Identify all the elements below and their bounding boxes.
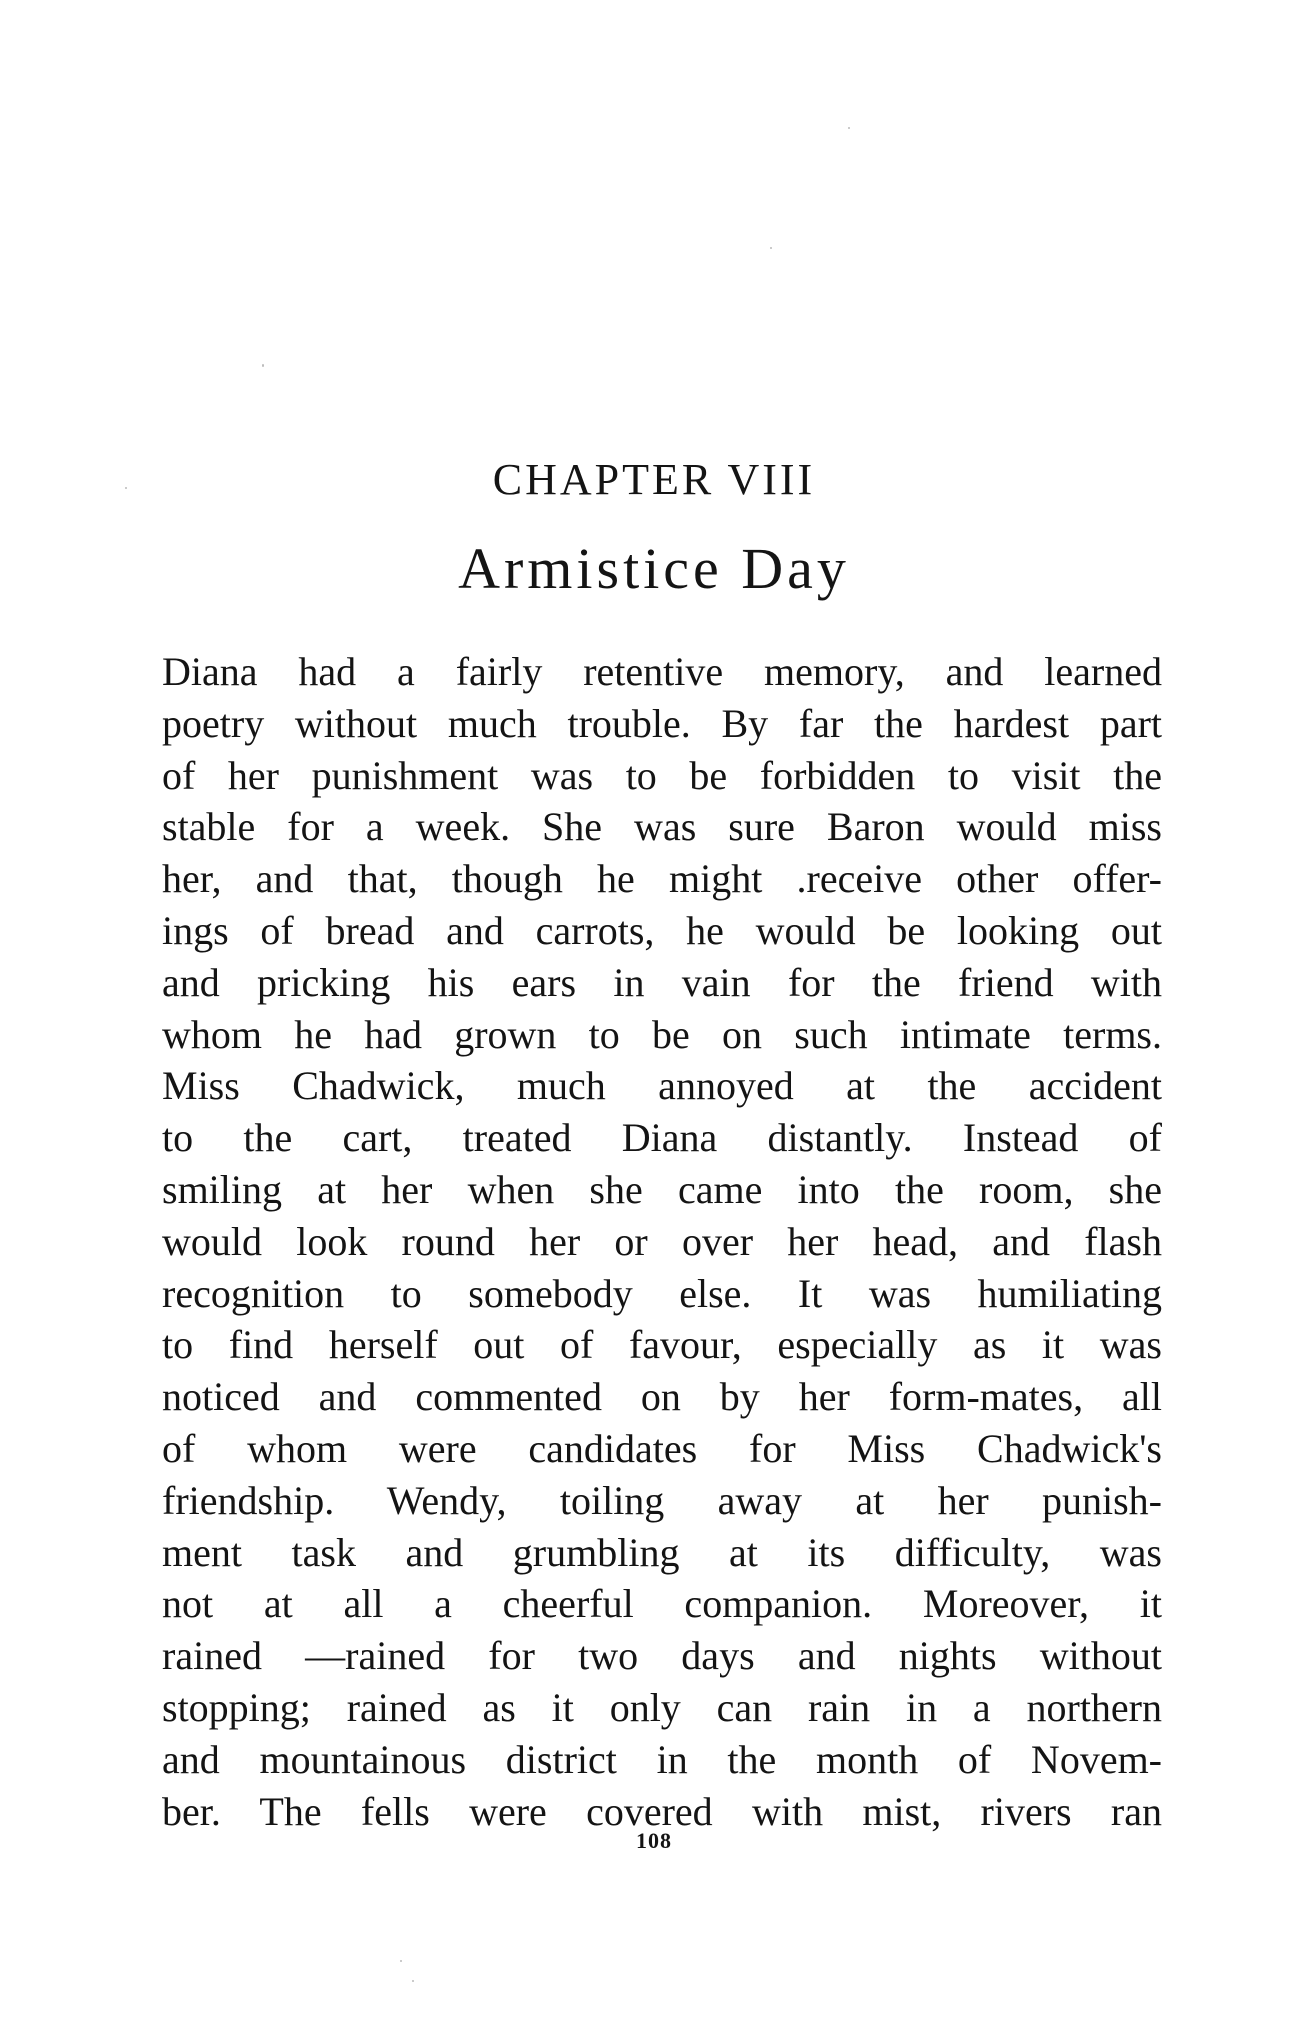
text-line: whom he had grown to be on such intimate terms. [162,1011,1162,1057]
text-line: of her punishment was to be forbidden to visit the [162,752,1162,798]
scan-speck [412,1980,414,1982]
page-number: 108 [636,1828,672,1853]
text-line: poetry without much trouble. By far the hardest part [162,700,1162,746]
text-line: to find herself out of favour, especially as it was [162,1322,1162,1368]
text-line: would look round her or over her head, and flash [162,1218,1162,1264]
scan-speck [770,247,772,249]
text-line: ber. The fells were covered with mist, rivers ran [162,1788,1162,1834]
text-line: stable for a week. She was sure Baron would miss [162,804,1162,850]
scan-speck [848,127,850,129]
scan-speck [400,1960,402,1962]
chapter-label: CHAPTER VIII [492,455,816,504]
text-line: and mountainous district in the month of Novem- [162,1736,1162,1782]
text-line: and pricking his ears in vain for the friend with [162,959,1162,1005]
text-line: recognition to somebody else. It was humiliating [162,1270,1162,1316]
chapter-title: Armistice Day [458,536,850,601]
text-line: smiling at her when she came into the room, she [162,1166,1162,1212]
text-line: of whom were candidates for Miss Chadwick's [162,1425,1162,1471]
scan-speck [125,487,127,489]
text-line: not at all a cheerful companion. Moreover, it [162,1581,1162,1627]
text-line: ings of bread and carrots, he would be looking out [162,907,1162,953]
text-line: rained —rained for two days and nights without [162,1633,1162,1679]
body-text [162,646,1162,1837]
text-line: her, and that, though he might .receive other offer- [162,856,1162,902]
text-line: ment task and grumbling at its difficulty, was [162,1529,1162,1575]
text-line: friendship. Wendy, toiling away at her punish- [162,1477,1162,1523]
text-line: stopping; rained as it only can rain in a northern [162,1684,1162,1730]
text-line: noticed and commented on by her form-mates, all [162,1374,1162,1420]
scan-speck [262,364,264,367]
text-line: Miss Chadwick, much annoyed at the accident [162,1063,1162,1109]
text-line: to the cart, treated Diana distantly. Instead of [162,1115,1162,1161]
text-line: Diana had a fairly retentive memory, and learned [162,649,1162,694]
